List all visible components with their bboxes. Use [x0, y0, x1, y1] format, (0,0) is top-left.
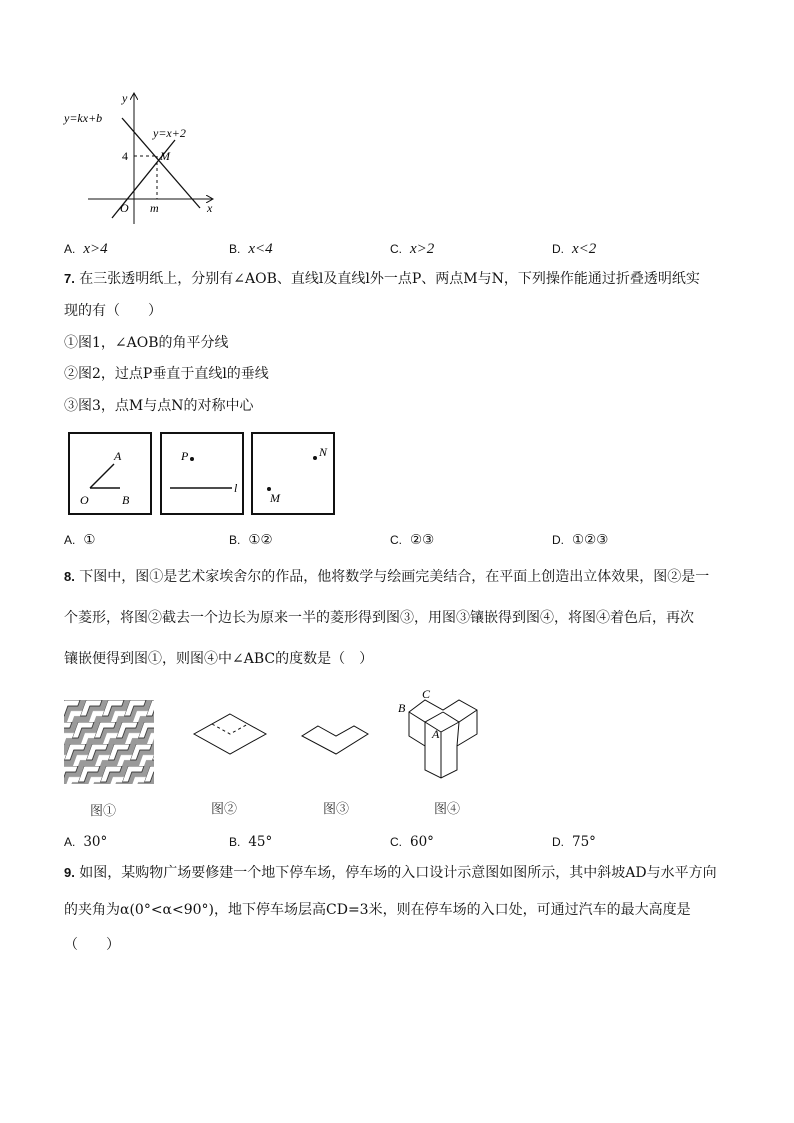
q7-item-1: ①图1，∠AOB的角平分线	[64, 335, 229, 351]
q8-option-b[interactable]: B. 45°	[229, 834, 273, 850]
q9-stem-line3: （ ）	[64, 937, 120, 953]
q8-figure-4-solid	[395, 688, 495, 780]
q8-stem-line2: 个菱形，将图②截去一个边长为原来一半的菱形得到图③，用图③镶嵌得到图④，将图④着色后，再次	[64, 610, 694, 626]
q8-caption-4: 图④	[434, 802, 461, 817]
q6-graph	[60, 88, 230, 228]
label-a: A	[432, 727, 440, 741]
q8-figure-2-rhombus	[190, 710, 270, 762]
q7-option-b[interactable]: B. ①②	[229, 532, 273, 548]
q8-stem-line1: 8. 下图中，图①是艺术家埃舍尔的作品，他将数学与绘画完美结合，在平面上创造出立体效果，图②是一	[64, 569, 710, 585]
x-tick-label: m	[150, 201, 159, 215]
q7-option-a[interactable]: A. ①	[64, 532, 96, 548]
line1-label: y=kx+b	[64, 111, 103, 125]
label-l: l	[234, 481, 238, 495]
label-b: B	[398, 701, 406, 715]
y-axis-label: y	[122, 91, 128, 105]
label-o: O	[80, 493, 89, 507]
label-c: C	[422, 688, 431, 701]
q8-figure-1-tessellation	[64, 700, 154, 784]
q9-stem-line2: 的夹角为α(0°<α<90°)，地下停车场层高CD=3米，则在停车场的入口处，可通过汽车的最大高度是	[64, 902, 691, 918]
label-m: M	[270, 491, 280, 505]
y-tick-label: 4	[122, 149, 128, 163]
q8-stem-line3: 镶嵌便得到图①，则图④中∠ABC的度数是（ ）	[64, 651, 374, 667]
q9-stem-line1: 9. 如图，某购物广场要修建一个地下停车场，停车场的入口设计示意图如图所示，其中斜坡AD与水平方向	[64, 865, 717, 881]
q7-figure-2	[160, 432, 244, 515]
q8-caption-3: 图③	[323, 802, 350, 817]
label-b: B	[122, 493, 130, 507]
q6-option-d[interactable]: D. x<2	[552, 241, 597, 257]
q8-caption-1: 图①	[90, 804, 117, 819]
q7-option-c[interactable]: C. ②③	[390, 532, 435, 548]
q7-figure-3	[251, 432, 335, 515]
q8-caption-2: 图②	[211, 802, 238, 817]
x-axis-label: x	[207, 201, 213, 215]
q7-figure-1	[68, 432, 152, 515]
q8-figure-3-shape	[298, 720, 370, 764]
q8-option-c[interactable]: C. 60°	[390, 834, 434, 850]
point-m-label: M	[160, 149, 170, 163]
origin-label: O	[120, 201, 129, 215]
q7-option-d[interactable]: D. ①②③	[552, 532, 609, 548]
q6-option-b[interactable]: B. x<4	[229, 241, 273, 257]
q7-stem-line1: 7. 在三张透明纸上，分别有∠AOB、直线l及直线l外一点P、两点M与N，下列操作能通过折叠透明纸实	[64, 271, 700, 287]
q7-item-2: ②图2，过点P垂直于直线l的垂线	[64, 366, 269, 382]
q6-option-a[interactable]: A. x>4	[64, 241, 108, 257]
q6-option-c[interactable]: C. x>2	[390, 241, 435, 257]
label-a: A	[114, 449, 122, 463]
q7-item-3: ③图3，点M与点N的对称中心	[64, 398, 254, 414]
label-p: P	[181, 449, 189, 463]
q7-stem-line2: 现的有（ ）	[64, 303, 162, 319]
line2-label: y=x+2	[153, 126, 186, 140]
q8-option-a[interactable]: A. 30°	[64, 834, 108, 850]
label-n: N	[319, 445, 328, 459]
q8-option-d[interactable]: D. 75°	[552, 834, 596, 850]
